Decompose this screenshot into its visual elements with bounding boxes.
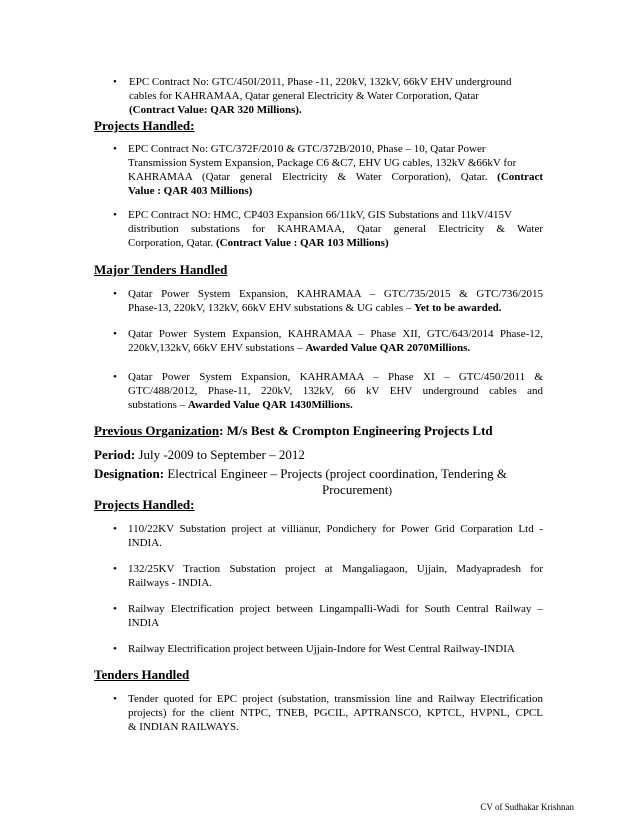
- bullet-line: EPC Contract No: GTC/372F/2010 & GTC/372B/2010, Phase – 10, Qatar Power: [128, 143, 486, 155]
- bullet-line: substations –: [128, 399, 186, 411]
- bullet-line: cables for KAHRAMAA, Qatar general Electricity & Water Corporation, Qatar: [129, 90, 479, 102]
- bullet-line: Tender quoted for EPC project (substation, transmission line and Railway Electrification: [128, 693, 543, 705]
- contract-value: (Contract Value: QAR 320 Millions).: [129, 104, 302, 116]
- bullet-line: & INDIAN RAILWAYS.: [128, 721, 239, 733]
- award-status: Awarded Value QAR 1430Millions.: [187, 399, 353, 411]
- bullet-icon: •: [113, 209, 117, 221]
- section-heading: Tenders Handled: [94, 667, 190, 682]
- bullet-line: 132/25KV Traction Substation project at Mangaliagaon, Ujjain, Madyapradesh for: [128, 563, 543, 575]
- bullet-line: Qatar Power System Expansion, KAHRAMAA – GTC/735/2015 & GTC/736/2015: [128, 288, 543, 300]
- previous-organization-value: M/s Best & Crompton Engineering Projects Ltd: [226, 423, 493, 438]
- bullet-line: Railway Electrification project between Ujjain-Indore for West Central Railway-INDIA: [128, 643, 515, 655]
- designation-value: Electrical Engineer – Projects (project coordination, Tendering &: [167, 466, 507, 481]
- period: [94, 447, 305, 463]
- page-footer: CV of Sudhakar Krishnan: [480, 802, 574, 812]
- bullet-line: Transmission System Expansion, Package C6 &C7, EHV UG cables, 132kV &66kV for: [128, 157, 517, 169]
- designation-value-tail: ): [388, 485, 393, 497]
- previous-organization-colon: :: [219, 423, 224, 438]
- previous-organization: [94, 423, 493, 439]
- bullet-line: INDIA: [128, 617, 160, 629]
- bullet-line: Phase-13, 220kV, 132kV, 66kV EHV substations & UG cables –: [128, 302, 412, 314]
- bullet-line: Railways - INDIA.: [128, 577, 213, 589]
- bullet-line: Qatar Power System Expansion, KAHRAMAA – Phase XII, GTC/643/2014 Phase-12,: [128, 328, 543, 340]
- bullet-icon: •: [113, 328, 117, 340]
- bullet-line: projects) for the client NTPC, TNEB, PGCIL, APTRANSCO, KPTCL, HVPNL, CPCL: [128, 707, 543, 719]
- bullet-line: Railway Electrification project between Lingampalli-Wadi for South Central Railway –: [128, 603, 543, 615]
- bullet-icon: •: [113, 523, 117, 535]
- bullet-line: 220kV,132kV, 66kV EHV substations –: [128, 342, 303, 354]
- bullet-icon: •: [113, 603, 117, 615]
- period-label: Period:: [94, 447, 136, 462]
- bullet-icon: •: [113, 288, 117, 300]
- bullet-line: INDIA.: [128, 537, 162, 549]
- bullet-line: distribution substations for KAHRAMAA, Qatar general Electricity & Water: [128, 223, 543, 235]
- section-heading: Major Tenders Handled: [94, 262, 228, 277]
- award-status: Yet to be awarded.: [414, 302, 502, 314]
- designation-value-line2: Procurement: [322, 482, 389, 497]
- contract-value: (Contract: [497, 171, 543, 183]
- bullet-icon: •: [113, 643, 117, 655]
- contract-value: (Contract Value : QAR 103 Millions): [215, 237, 389, 249]
- bullet-line: GTC/488/2012, Phase-11, 220kV, 132kV, 66 kV EHV underground cables and: [128, 385, 543, 397]
- award-status: Awarded Value QAR 2070Millions.: [305, 342, 471, 354]
- section-heading: Projects Handled:: [94, 118, 195, 133]
- bullet-icon: •: [113, 563, 117, 575]
- previous-organization-label: Previous Organization: [94, 423, 220, 438]
- designation: [94, 466, 507, 482]
- bullet-line: EPC Contract No: GTC/450I/2011, Phase -11, 220kV, 132kV, 66kV EHV underground: [129, 76, 512, 88]
- contract-value: Value : QAR 403 Millions): [128, 185, 253, 197]
- bullet-icon: •: [113, 76, 117, 88]
- bullet-line: KAHRAMAA (Qatar general Electricity & Water Corporation), Qatar.: [128, 171, 488, 183]
- bullet-icon: •: [113, 693, 117, 705]
- bullet-line: EPC Contract NO: HMC, CP403 Expansion 66/11kV, GIS Substations and 11kV/415V: [128, 209, 512, 221]
- period-value: July -2009 to September – 2012: [138, 447, 305, 462]
- bullet-line: 110/22KV Substation project at villianur, Pondichery for Power Grid Corparation Ltd -: [128, 523, 543, 535]
- section-heading: Projects Handled:: [94, 497, 195, 512]
- designation-label: Designation:: [94, 466, 165, 481]
- designation-continued: [322, 482, 392, 499]
- bullet-icon: •: [113, 143, 117, 155]
- bullet-line: Qatar Power System Expansion, KAHRAMAA – Phase XI – GTC/450/2011 &: [128, 371, 543, 383]
- bullet-line: Corporation, Qatar.: [128, 237, 214, 249]
- bullet-icon: •: [113, 371, 117, 383]
